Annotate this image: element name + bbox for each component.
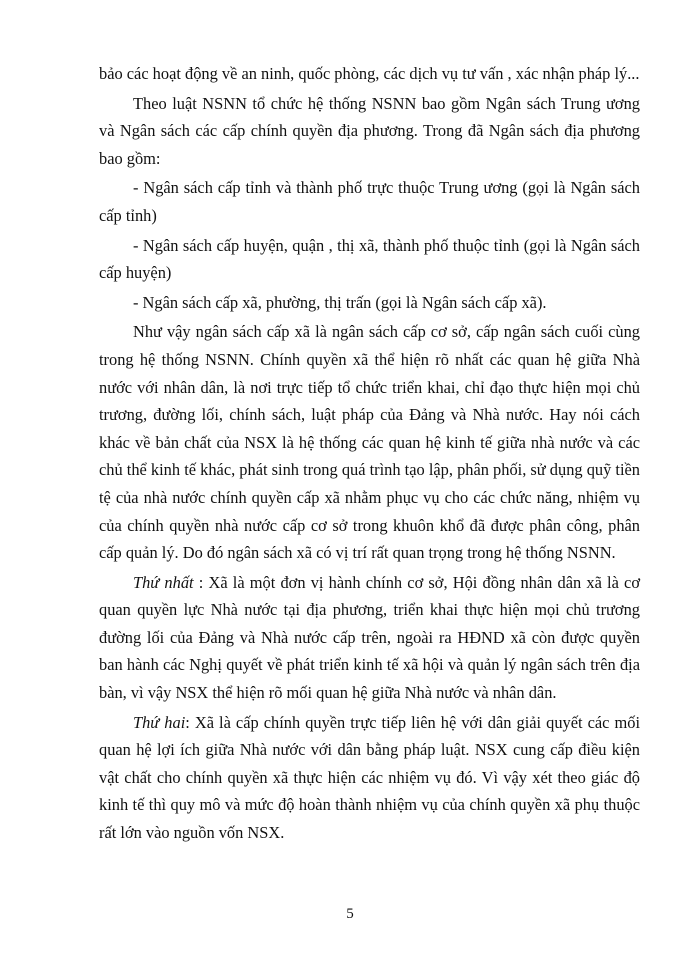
emphasis-second: Thứ hai <box>133 712 186 732</box>
paragraph-continuation: bảo các hoạt động về an ninh, quốc phòng, các dịch vụ tư vấn , xác nhận pháp lý... <box>99 64 640 83</box>
paragraph-budget-system: Theo luật NSNN tổ chức hệ thống NSNN bao gồm Ngân sách Trung ương và Ngân sách các cấp chính quyền địa phương. Trong đã Ngân sách địa phương bao gồm: <box>99 93 640 168</box>
paragraph-first-point: Thứ nhất : Xã là một đơn vị hành chính cơ sở, Hội đồng nhân dân xã là cơ quan quyền lực Nhà nước tại địa phương, triển khai thực hiện mọi chủ trương đường lối của Đảng và Nhà nước cấp trên, ngoài ra HĐND xã còn được quyền ban hành các Nghị quyết về phát triển kinh tế xã hội và quản lý ngân sách trên địa bàn, vì vậy NSX thể hiện rõ mối quan hệ giữa Nhà nước và nhân dân. <box>99 572 640 703</box>
paragraph-commune-budget-role: Như vậy ngân sách cấp xã là ngân sách cấp cơ sở, cấp ngân sách cuối cùng trong hệ thống NSNN. Chính quyền xã thể hiện rõ nhất các quan hệ giữa Nhà nước với nhân dân, là nơi trực tiếp tổ chức triển khai, chỉ đạo thực hiện mọi chủ trương, đường lối, chính sách, luật pháp của Đảng và Nhà nước. Hay nói cách khác về bản chất của NSX là hệ thống các quan hệ kinh tế giữa nhà nước và các chủ thể kinh tế khác, phát sinh trong quá trình tạo lập, phân phối, sử dụng quỹ tiền tệ của nhà nước chính quyền cấp xã nhằm phục vụ cho các chức năng, nhiệm vụ của chính quyền nhà nước cấp cơ sở trong khuôn khổ đã được phân công, phân cấp quản lý. Do đó ngân sách xã có vị trí rất quan trọng trong hệ thống NSNN. <box>99 322 640 563</box>
list-item-commune-budget: - Ngân sách cấp xã, phường, thị trấn (gọi là Ngân sách cấp xã). <box>133 292 547 312</box>
list-item-province-budget: - Ngân sách cấp tỉnh và thành phố trực thuộc Trung ương (gọi là Ngân sách cấp tỉnh) <box>99 178 640 225</box>
page-number: 5 <box>346 906 354 922</box>
emphasis-first: Thứ nhất <box>133 572 194 592</box>
list-item-district-budget: - Ngân sách cấp huyện, quận , thị xã, thành phố thuộc tỉnh (gọi là Ngân sách cấp huyện) <box>99 235 640 283</box>
paragraph-second-point: Thứ hai: Xã là cấp chính quyền trực tiếp liên hệ với dân giải quyết các mối quan hệ lợi ích giữa Nhà nước với dân bằng pháp luật. NSX cung cấp điều kiện vật chất cho chính quyền xã thực hiện các nhiệm vụ đó. Vì vậy xét theo giác độ kinh tế thì quy mô và mức độ hoàn thành nhiệm vụ của chính quyền xã phụ thuộc rất lớn vào nguồn vốn NSX. <box>99 712 641 843</box>
document-body <box>99 60 640 847</box>
